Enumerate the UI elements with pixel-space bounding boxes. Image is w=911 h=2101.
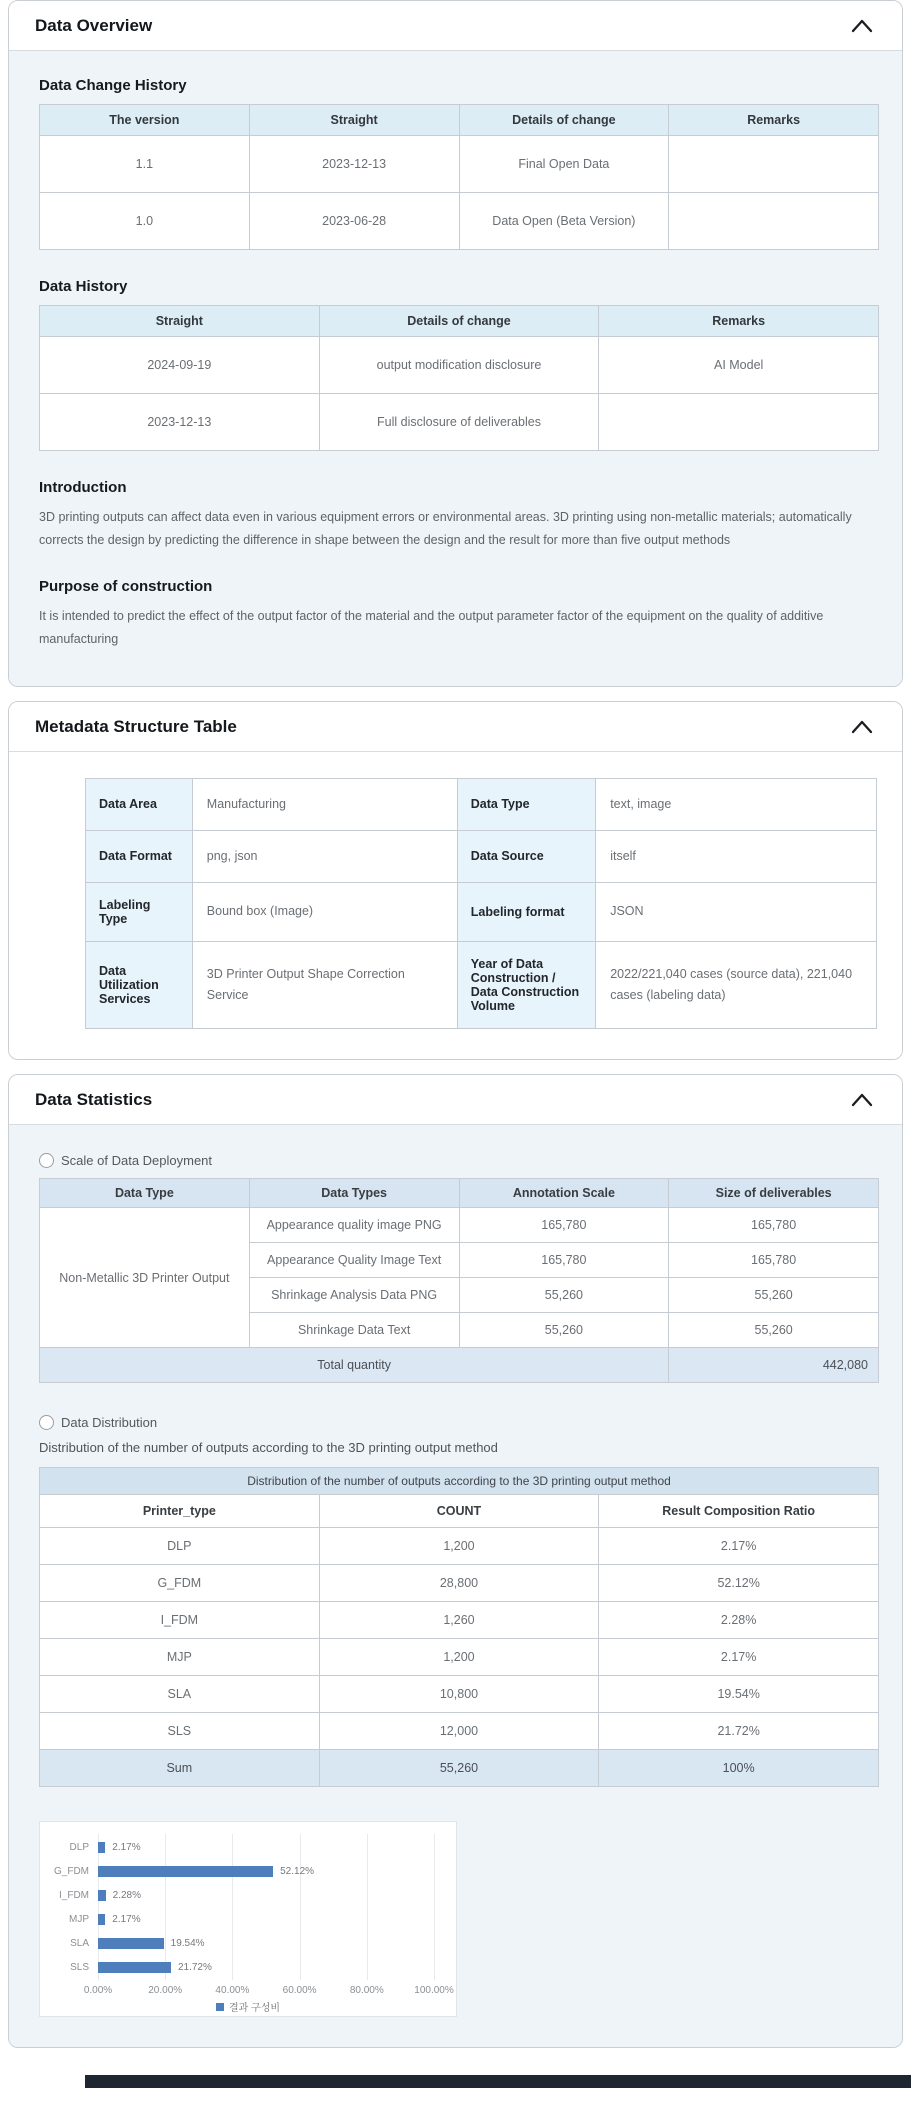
cell: 165,780 bbox=[459, 1208, 669, 1243]
cell: Shrinkage Data Text bbox=[249, 1313, 459, 1348]
change-history-heading: Data Change History bbox=[39, 77, 187, 94]
table-row bbox=[40, 1565, 879, 1602]
cell: SLS bbox=[40, 1713, 320, 1750]
category-label: SLA bbox=[70, 1937, 89, 1949]
bar bbox=[98, 1962, 171, 1973]
total-row bbox=[40, 1348, 879, 1383]
column-header: Data Types bbox=[249, 1179, 459, 1208]
scale-of-data-deployment-radio[interactable] bbox=[39, 1153, 872, 1168]
cell: 2023-12-13 bbox=[249, 136, 459, 193]
cell: Data Open (Beta Version) bbox=[459, 193, 669, 250]
meta-value: itself bbox=[596, 830, 877, 882]
x-tick-label: 80.00% bbox=[349, 1985, 384, 1996]
meta-value: 2022/221,040 cases (source data), 221,040 cases (labeling data) bbox=[596, 942, 877, 1029]
metadata-structure-panel bbox=[8, 701, 903, 1061]
radio-icon bbox=[39, 1153, 54, 1168]
cell: 1,260 bbox=[319, 1602, 599, 1639]
collapse-button[interactable] bbox=[848, 15, 876, 37]
chart-legend bbox=[40, 1999, 456, 2014]
column-header: COUNT bbox=[319, 1495, 599, 1528]
data-overview-panel bbox=[8, 0, 903, 687]
category-label: I_FDM bbox=[59, 1889, 89, 1901]
cell: DLP bbox=[40, 1528, 320, 1565]
table-row bbox=[40, 1676, 879, 1713]
data-statistics-header[interactable] bbox=[9, 1075, 902, 1125]
cell: 55,260 bbox=[459, 1313, 669, 1348]
cell: 2.17% bbox=[599, 1639, 879, 1676]
cell: Full disclosure of deliverables bbox=[319, 394, 599, 451]
cell: 28,800 bbox=[319, 1565, 599, 1602]
cell: Appearance Quality Image Text bbox=[249, 1243, 459, 1278]
gridline bbox=[434, 1834, 435, 1980]
data-history-table bbox=[39, 305, 879, 451]
cell: 12,000 bbox=[319, 1713, 599, 1750]
table-row bbox=[40, 1208, 879, 1243]
cell: 19.54% bbox=[599, 1676, 879, 1713]
cell: 1,200 bbox=[319, 1528, 599, 1565]
metadata-structure-body bbox=[9, 752, 902, 1060]
cell: Appearance quality image PNG bbox=[249, 1208, 459, 1243]
meta-label: Year of Data Construction / Data Construction Volume bbox=[457, 942, 595, 1029]
x-tick-label: 60.00% bbox=[282, 1985, 317, 1996]
cell: 100% bbox=[599, 1750, 879, 1787]
cell bbox=[669, 193, 879, 250]
chart-plot-area bbox=[54, 1834, 434, 1980]
column-header: Straight bbox=[40, 306, 320, 337]
cell bbox=[599, 394, 879, 451]
deployment-scale-table bbox=[39, 1178, 879, 1383]
radio-icon bbox=[39, 1415, 54, 1430]
meta-value: 3D Printer Output Shape Correction Service bbox=[192, 942, 457, 1029]
cell: Final Open Data bbox=[459, 136, 669, 193]
table-row bbox=[40, 1528, 879, 1565]
purpose-text: It is intended to predict the effect of the output factor of the material and the output parameter factor of the equipment on the quality of additive manufacturing bbox=[39, 609, 824, 647]
category-label: SLS bbox=[70, 1961, 89, 1973]
value-label: 21.72% bbox=[177, 1961, 212, 1973]
footer-bar bbox=[85, 2075, 911, 2088]
cell: 55,260 bbox=[319, 1750, 599, 1787]
cell: 2.28% bbox=[599, 1602, 879, 1639]
value-label: 52.12% bbox=[280, 1865, 315, 1877]
cell: output modification disclosure bbox=[319, 337, 599, 394]
x-tick-label: 40.00% bbox=[215, 1985, 250, 1996]
meta-value: png, json bbox=[192, 830, 457, 882]
cell: AI Model bbox=[599, 337, 879, 394]
cell: 52.12% bbox=[599, 1565, 879, 1602]
panel-title: Metadata Structure Table bbox=[35, 716, 237, 736]
chart-bar-row bbox=[70, 1933, 434, 1953]
table-header-row bbox=[40, 306, 879, 337]
table-row bbox=[86, 778, 877, 830]
cell: 2023-12-13 bbox=[40, 394, 320, 451]
meta-label: Data Area bbox=[86, 778, 193, 830]
table-row bbox=[40, 337, 879, 394]
group-cell: Non-Metallic 3D Printer Output bbox=[40, 1208, 250, 1348]
value-label: 2.17% bbox=[112, 1913, 141, 1925]
chart-bar-row bbox=[69, 1837, 434, 1857]
column-header: Remarks bbox=[669, 105, 879, 136]
table-row bbox=[86, 883, 877, 942]
column-header: Data Type bbox=[40, 1179, 250, 1208]
table-row bbox=[86, 830, 877, 882]
cell: I_FDM bbox=[40, 1602, 320, 1639]
panel-title: Data Overview bbox=[35, 16, 153, 35]
cell: 1.1 bbox=[40, 136, 250, 193]
cell: 10,800 bbox=[319, 1676, 599, 1713]
chart-bar-row bbox=[54, 1861, 434, 1881]
bar bbox=[98, 1842, 105, 1853]
table-row bbox=[40, 193, 879, 250]
cell: 55,260 bbox=[669, 1313, 879, 1348]
table-row bbox=[86, 942, 877, 1029]
table-header-row bbox=[40, 105, 879, 136]
distribution-table bbox=[39, 1467, 879, 1787]
table-band-row bbox=[40, 1468, 879, 1495]
x-tick-label: 20.00% bbox=[148, 1985, 183, 1996]
purpose-heading: Purpose of construction bbox=[39, 578, 213, 596]
cell: 2023-06-28 bbox=[249, 193, 459, 250]
column-header: Result Composition Ratio bbox=[599, 1495, 879, 1528]
meta-label: Data Type bbox=[457, 778, 595, 830]
distribution-bar-chart bbox=[39, 1821, 457, 2017]
bar bbox=[98, 1938, 164, 1949]
table-row bbox=[40, 1713, 879, 1750]
column-header: Annotation Scale bbox=[459, 1179, 669, 1208]
value-label: 2.17% bbox=[112, 1841, 141, 1853]
cell: MJP bbox=[40, 1639, 320, 1676]
cell: 2024-09-19 bbox=[40, 337, 320, 394]
bar bbox=[98, 1866, 273, 1877]
cell: G_FDM bbox=[40, 1565, 320, 1602]
value-label: 19.54% bbox=[170, 1937, 205, 1949]
meta-label: Data Utilization Services bbox=[86, 942, 193, 1029]
cell: Shrinkage Analysis Data PNG bbox=[249, 1278, 459, 1313]
chart-bar-row bbox=[70, 1957, 434, 1977]
data-history-heading: Data History bbox=[39, 278, 128, 295]
data-overview-header[interactable] bbox=[9, 1, 902, 51]
legend-swatch-icon bbox=[216, 2003, 224, 2011]
cell: 165,780 bbox=[459, 1243, 669, 1278]
table-header-row bbox=[40, 1495, 879, 1528]
category-label: G_FDM bbox=[54, 1865, 89, 1877]
table-row bbox=[40, 394, 879, 451]
category-label: MJP bbox=[69, 1913, 89, 1925]
value-label: 2.28% bbox=[112, 1889, 142, 1901]
column-header: Details of change bbox=[459, 105, 669, 136]
cell: 165,780 bbox=[669, 1243, 879, 1278]
bar bbox=[98, 1914, 105, 1925]
cell: 21.72% bbox=[599, 1713, 879, 1750]
column-header: The version bbox=[40, 105, 250, 136]
meta-label: Data Format bbox=[86, 830, 193, 882]
panel-title: Data Statistics bbox=[35, 1090, 153, 1109]
column-header: Printer_type bbox=[40, 1495, 320, 1528]
bar bbox=[98, 1890, 106, 1901]
table-row bbox=[40, 1639, 879, 1676]
table-row bbox=[40, 136, 879, 193]
chart-x-axis bbox=[83, 1985, 454, 1997]
total-value-cell: 442,080 bbox=[669, 1348, 879, 1383]
meta-value: text, image bbox=[596, 778, 877, 830]
cell bbox=[669, 136, 879, 193]
cell: 2.17% bbox=[599, 1528, 879, 1565]
legend-label: 결과 구성비 bbox=[228, 2003, 281, 2014]
chevron-up-icon bbox=[850, 718, 874, 736]
cell: 55,260 bbox=[459, 1278, 669, 1313]
meta-value: Bound box (Image) bbox=[192, 883, 457, 942]
meta-label: Labeling format bbox=[457, 883, 595, 942]
meta-value: JSON bbox=[596, 883, 877, 942]
collapse-button[interactable] bbox=[848, 1089, 876, 1111]
column-header: Details of change bbox=[319, 306, 599, 337]
metadata-structure-header[interactable] bbox=[9, 702, 902, 752]
cell: 55,260 bbox=[669, 1278, 879, 1313]
radio-label: Data Distribution bbox=[61, 1415, 158, 1430]
introduction-text: 3D printing outputs can affect data even in various equipment errors or environmental areas. 3D printing using non-metallic materials; automatically corrects the design by predicting the difference in shape between the design and the result for more than five output methods bbox=[39, 510, 852, 548]
cell: 165,780 bbox=[669, 1208, 879, 1243]
table-header-row bbox=[40, 1179, 879, 1208]
metadata-table bbox=[85, 778, 877, 1030]
data-distribution-radio[interactable] bbox=[39, 1415, 872, 1430]
column-header: Remarks bbox=[599, 306, 879, 337]
meta-label: Data Source bbox=[457, 830, 595, 882]
table-title-cell: Distribution of the number of outputs according to the 3D printing output method bbox=[40, 1468, 879, 1495]
total-label-cell: Total quantity bbox=[40, 1348, 669, 1383]
introduction-heading: Introduction bbox=[39, 479, 127, 496]
column-header: Size of deliverables bbox=[669, 1179, 879, 1208]
data-statistics-body bbox=[9, 1125, 902, 2047]
meta-value: Manufacturing bbox=[192, 778, 457, 830]
chevron-up-icon bbox=[850, 17, 874, 35]
x-tick-label: 100.00% bbox=[414, 1985, 454, 1996]
cell: 1,200 bbox=[319, 1639, 599, 1676]
chevron-up-icon bbox=[850, 1091, 874, 1109]
distribution-caption: Distribution of the number of outputs according to the 3D printing output method bbox=[39, 1440, 498, 1455]
sum-row bbox=[40, 1750, 879, 1787]
x-tick-label: 0.00% bbox=[83, 1985, 113, 1996]
chart-bar-row bbox=[69, 1909, 434, 1929]
radio-label: Scale of Data Deployment bbox=[61, 1153, 213, 1168]
meta-label: Labeling Type bbox=[86, 883, 193, 942]
data-statistics-panel bbox=[8, 1074, 903, 2048]
cell: 1.0 bbox=[40, 193, 250, 250]
column-header: Straight bbox=[249, 105, 459, 136]
cell: Sum bbox=[40, 1750, 320, 1787]
data-overview-body bbox=[9, 51, 902, 686]
data-change-history-table bbox=[39, 104, 879, 250]
chart-bar-row bbox=[59, 1885, 434, 1905]
table-row bbox=[40, 1602, 879, 1639]
cell: SLA bbox=[40, 1676, 320, 1713]
collapse-button[interactable] bbox=[848, 716, 876, 738]
category-label: DLP bbox=[69, 1841, 89, 1853]
